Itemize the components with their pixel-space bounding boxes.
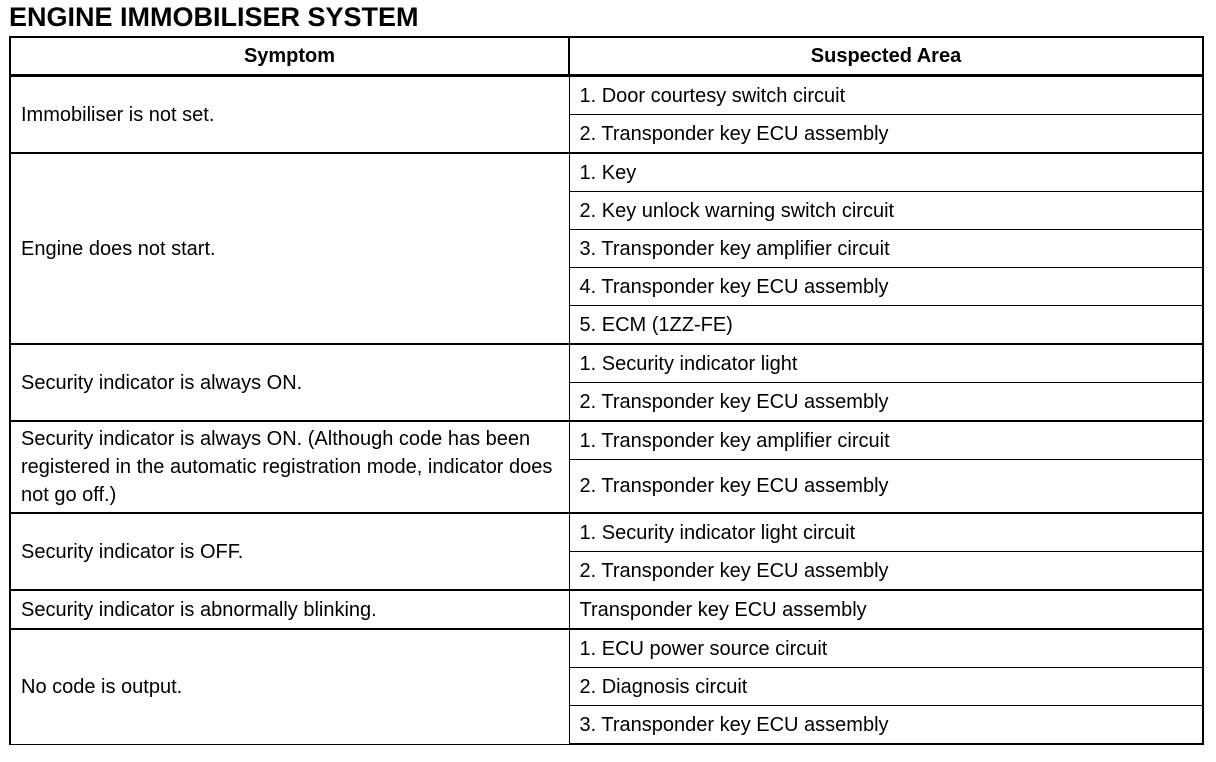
table-row bbox=[10, 629, 1203, 668]
symptom-cell: Security indicator is always ON. bbox=[10, 344, 569, 421]
suspected-area-cell: 1. Security indicator light bbox=[569, 344, 1203, 383]
table-row bbox=[10, 421, 1203, 460]
header-suspected-area: Suspected Area bbox=[569, 37, 1203, 76]
suspected-area-cell: 2. Key unlock warning switch circuit bbox=[569, 192, 1203, 230]
table-row bbox=[10, 513, 1203, 552]
suspected-area-cell: 1. Key bbox=[569, 153, 1203, 192]
suspected-area-cell: 1. Transponder key amplifier circuit bbox=[569, 421, 1203, 460]
table-header bbox=[10, 37, 1203, 76]
symptom-cell: Security indicator is always ON. (Although code has been registered in the automatic registration mode, indicator does not go off.) bbox=[10, 421, 569, 513]
suspected-area-cell: Transponder key ECU assembly bbox=[569, 590, 1203, 629]
suspected-area-cell: 1. ECU power source circuit bbox=[569, 629, 1203, 668]
suspected-area-cell: 3. Transponder key amplifier circuit bbox=[569, 230, 1203, 268]
symptom-cell: No code is output. bbox=[10, 629, 569, 744]
table-row bbox=[10, 590, 1203, 629]
table-row bbox=[10, 76, 1203, 115]
symptom-cell: Immobiliser is not set. bbox=[10, 76, 569, 154]
suspected-area-cell: 2. Transponder key ECU assembly bbox=[569, 552, 1203, 591]
suspected-area-cell: 2. Diagnosis circuit bbox=[569, 668, 1203, 706]
symptom-cell: Engine does not start. bbox=[10, 153, 569, 344]
table-row bbox=[10, 153, 1203, 192]
suspected-area-cell: 2. Transponder key ECU assembly bbox=[569, 383, 1203, 422]
symptom-cell: Security indicator is OFF. bbox=[10, 513, 569, 590]
header-symptom: Symptom bbox=[10, 37, 569, 76]
suspected-area-cell: 2. Transponder key ECU assembly bbox=[569, 460, 1203, 514]
table-row bbox=[10, 344, 1203, 383]
page-title: ENGINE IMMOBILISER SYSTEM bbox=[9, 2, 419, 32]
symptom-cell: Security indicator is abnormally blinking. bbox=[10, 590, 569, 629]
suspected-area-cell: 1. Security indicator light circuit bbox=[569, 513, 1203, 552]
suspected-area-cell: 3. Transponder key ECU assembly bbox=[569, 706, 1203, 745]
suspected-area-cell: 5. ECM (1ZZ-FE) bbox=[569, 306, 1203, 345]
suspected-area-cell: 1. Door courtesy switch circuit bbox=[569, 76, 1203, 115]
symptom-table bbox=[9, 36, 1204, 745]
suspected-area-cell: 4. Transponder key ECU assembly bbox=[569, 268, 1203, 306]
suspected-area-cell: 2. Transponder key ECU assembly bbox=[569, 115, 1203, 154]
